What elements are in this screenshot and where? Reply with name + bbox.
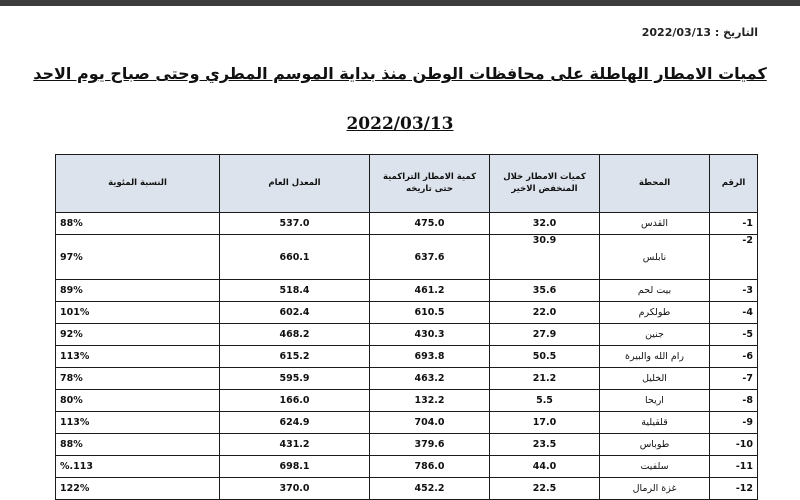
table-row [56, 213, 758, 235]
row-cumulative-rain: 452.2 [370, 478, 490, 500]
row-recent-rain: 22.0 [490, 302, 600, 324]
row-recent-rain: 21.2 [490, 368, 600, 390]
table-row [56, 346, 758, 368]
row-cumulative-rain: 430.3 [370, 324, 490, 346]
row-recent-rain: 44.0 [490, 456, 600, 478]
row-average: 370.0 [220, 478, 370, 500]
row-average: 624.9 [220, 412, 370, 434]
row-cumulative-rain: 704.0 [370, 412, 490, 434]
row-cumulative-rain: 786.0 [370, 456, 490, 478]
table-row [56, 412, 758, 434]
row-station: القدس [600, 213, 710, 235]
row-station: اريحا [600, 390, 710, 412]
row-index: 7- [710, 368, 758, 390]
row-station: قلقيلية [600, 412, 710, 434]
row-average: 615.2 [220, 346, 370, 368]
row-percent: 97% [56, 235, 220, 280]
table-row [56, 456, 758, 478]
row-station: الخليل [600, 368, 710, 390]
row-station: بيت لحم [600, 280, 710, 302]
row-average: 518.4 [220, 280, 370, 302]
report-title-date: 2022/03/13 [346, 114, 454, 134]
table-row [56, 390, 758, 412]
row-station: سلفيت [600, 456, 710, 478]
report-title: كميات الامطار الهاطلة على محافظات الوطن منذ بداية الموسم المطري وحتى صباح يوم الاحد [33, 64, 767, 83]
row-percent: 113% [56, 346, 220, 368]
row-percent: 78% [56, 368, 220, 390]
table-row [56, 368, 758, 390]
row-index: 1- [710, 213, 758, 235]
row-station: نابلس [600, 235, 710, 280]
row-station: رام الله والبيرة [600, 346, 710, 368]
col-header-index: الرقم [710, 155, 758, 213]
rainfall-table [55, 154, 758, 500]
row-cumulative-rain: 475.0 [370, 213, 490, 235]
row-station: غزة الرمال [600, 478, 710, 500]
row-average: 468.2 [220, 324, 370, 346]
row-index: 9- [710, 412, 758, 434]
row-average: 431.2 [220, 434, 370, 456]
row-cumulative-rain: 610.5 [370, 302, 490, 324]
row-average: 660.1 [220, 235, 370, 280]
col-header-station: المحطة [600, 155, 710, 213]
row-percent: 80% [56, 390, 220, 412]
table-header-row [56, 155, 758, 213]
row-average: 595.9 [220, 368, 370, 390]
row-index: 6- [710, 346, 758, 368]
table-row [56, 302, 758, 324]
row-percent: 101% [56, 302, 220, 324]
row-recent-rain: 50.5 [490, 346, 600, 368]
row-index: 3- [710, 280, 758, 302]
col-header-cumulative-rain: كمية الامطار التراكمية حتى تاريخه [370, 155, 490, 213]
row-index: 2- [710, 235, 758, 280]
row-recent-rain: 17.0 [490, 412, 600, 434]
row-percent: 88% [56, 434, 220, 456]
table-row [56, 478, 758, 500]
report-date: التاريخ : 2022/03/13 [641, 26, 758, 39]
table-row [56, 324, 758, 346]
row-cumulative-rain: 637.6 [370, 235, 490, 280]
row-average: 537.0 [220, 213, 370, 235]
col-header-average: المعدل العام [220, 155, 370, 213]
row-cumulative-rain: 461.2 [370, 280, 490, 302]
row-index: 4- [710, 302, 758, 324]
row-recent-rain: 22.5 [490, 478, 600, 500]
row-average: 698.1 [220, 456, 370, 478]
row-percent: 92% [56, 324, 220, 346]
row-average: 602.4 [220, 302, 370, 324]
row-station: طوباس [600, 434, 710, 456]
col-header-recent-rain: كميات الامطار خلال المنخفض الاخير [490, 155, 600, 213]
row-index: 10- [710, 434, 758, 456]
row-recent-rain: 32.0 [490, 213, 600, 235]
row-cumulative-rain: 693.8 [370, 346, 490, 368]
row-average: 166.0 [220, 390, 370, 412]
row-index: 11- [710, 456, 758, 478]
top-border-bar [0, 0, 800, 6]
col-header-percent: النسبة المئوية [56, 155, 220, 213]
row-percent: 89% [56, 280, 220, 302]
table-row [56, 235, 758, 280]
row-recent-rain: 5.5 [490, 390, 600, 412]
row-cumulative-rain: 463.2 [370, 368, 490, 390]
row-index: 12- [710, 478, 758, 500]
row-index: 5- [710, 324, 758, 346]
row-cumulative-rain: 379.6 [370, 434, 490, 456]
row-recent-rain: 23.5 [490, 434, 600, 456]
row-percent: 113.% [56, 456, 220, 478]
row-station: طولكرم [600, 302, 710, 324]
row-percent: 113% [56, 412, 220, 434]
row-index: 8- [710, 390, 758, 412]
row-station: جنين [600, 324, 710, 346]
row-percent: 88% [56, 213, 220, 235]
row-recent-rain: 30.9 [490, 235, 600, 280]
row-percent: 122% [56, 478, 220, 500]
table-row [56, 434, 758, 456]
table-row [56, 280, 758, 302]
row-cumulative-rain: 132.2 [370, 390, 490, 412]
row-recent-rain: 35.6 [490, 280, 600, 302]
row-recent-rain: 27.9 [490, 324, 600, 346]
